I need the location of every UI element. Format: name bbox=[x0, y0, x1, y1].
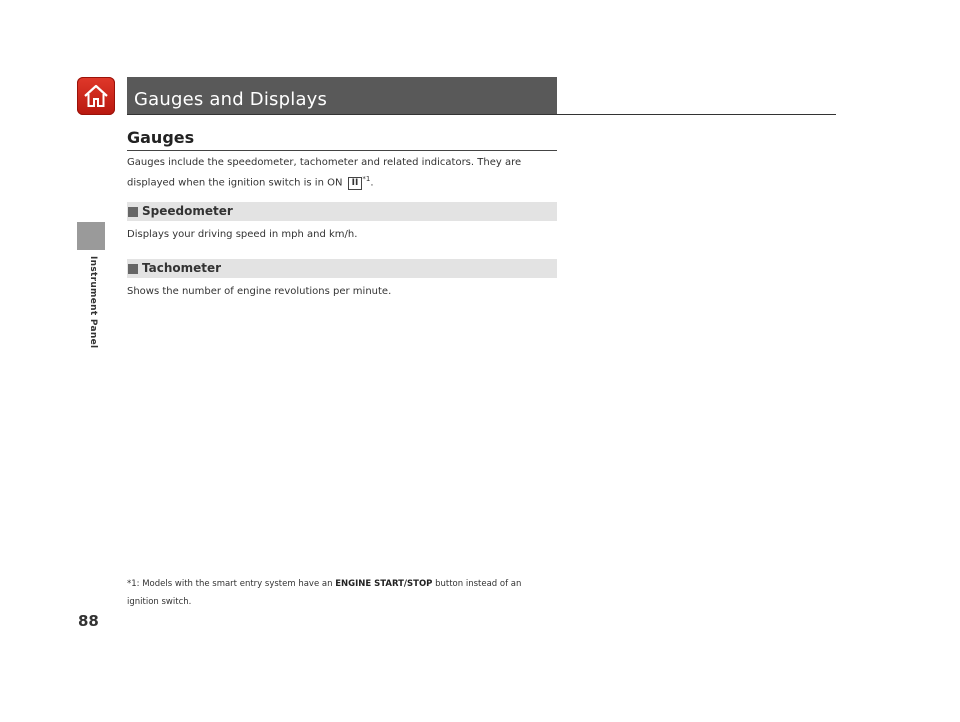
ignition-position-glyph: II bbox=[348, 177, 363, 190]
section-intro bbox=[127, 154, 567, 191]
page-title-bar bbox=[127, 77, 557, 114]
square-bullet-icon bbox=[128, 207, 138, 217]
footnote-line-2: ignition switch. bbox=[127, 597, 192, 607]
subsection-title: Speedometer bbox=[142, 204, 233, 218]
page-title: Gauges and Displays bbox=[134, 89, 328, 110]
subsection-header-speedometer bbox=[127, 202, 557, 221]
page-number: 88 bbox=[78, 612, 99, 630]
title-divider bbox=[127, 114, 836, 115]
home-icon bbox=[82, 82, 110, 110]
subsection-title: Tachometer bbox=[142, 261, 222, 275]
tachometer-text: Shows the number of engine revolutions per minute. bbox=[127, 286, 392, 297]
intro-line-1: Gauges include the speedometer, tachometer and related indicators. They are bbox=[127, 157, 522, 168]
home-button[interactable] bbox=[77, 77, 115, 115]
subsection-header-tachometer bbox=[127, 259, 557, 278]
footnote-ref-link[interactable]: *1 bbox=[362, 175, 371, 183]
chapter-tab[interactable] bbox=[77, 222, 105, 250]
section-title: Gauges bbox=[127, 128, 195, 147]
intro-line-2: displayed when the ignition switch is in ON II $^{*1}$. bbox=[127, 175, 374, 189]
footnote-line-1: *1: Models with the smart entry system have an ENGINE START/STOP button instead of an bbox=[127, 579, 522, 589]
square-bullet-icon bbox=[128, 264, 138, 274]
speedometer-text: Displays your driving speed in mph and km/h. bbox=[127, 229, 358, 240]
section-divider bbox=[127, 150, 557, 151]
engine-start-stop-label: ENGINE START/STOP bbox=[335, 579, 433, 589]
footnote bbox=[127, 575, 567, 611]
chapter-label: Instrument Panel bbox=[88, 256, 98, 349]
